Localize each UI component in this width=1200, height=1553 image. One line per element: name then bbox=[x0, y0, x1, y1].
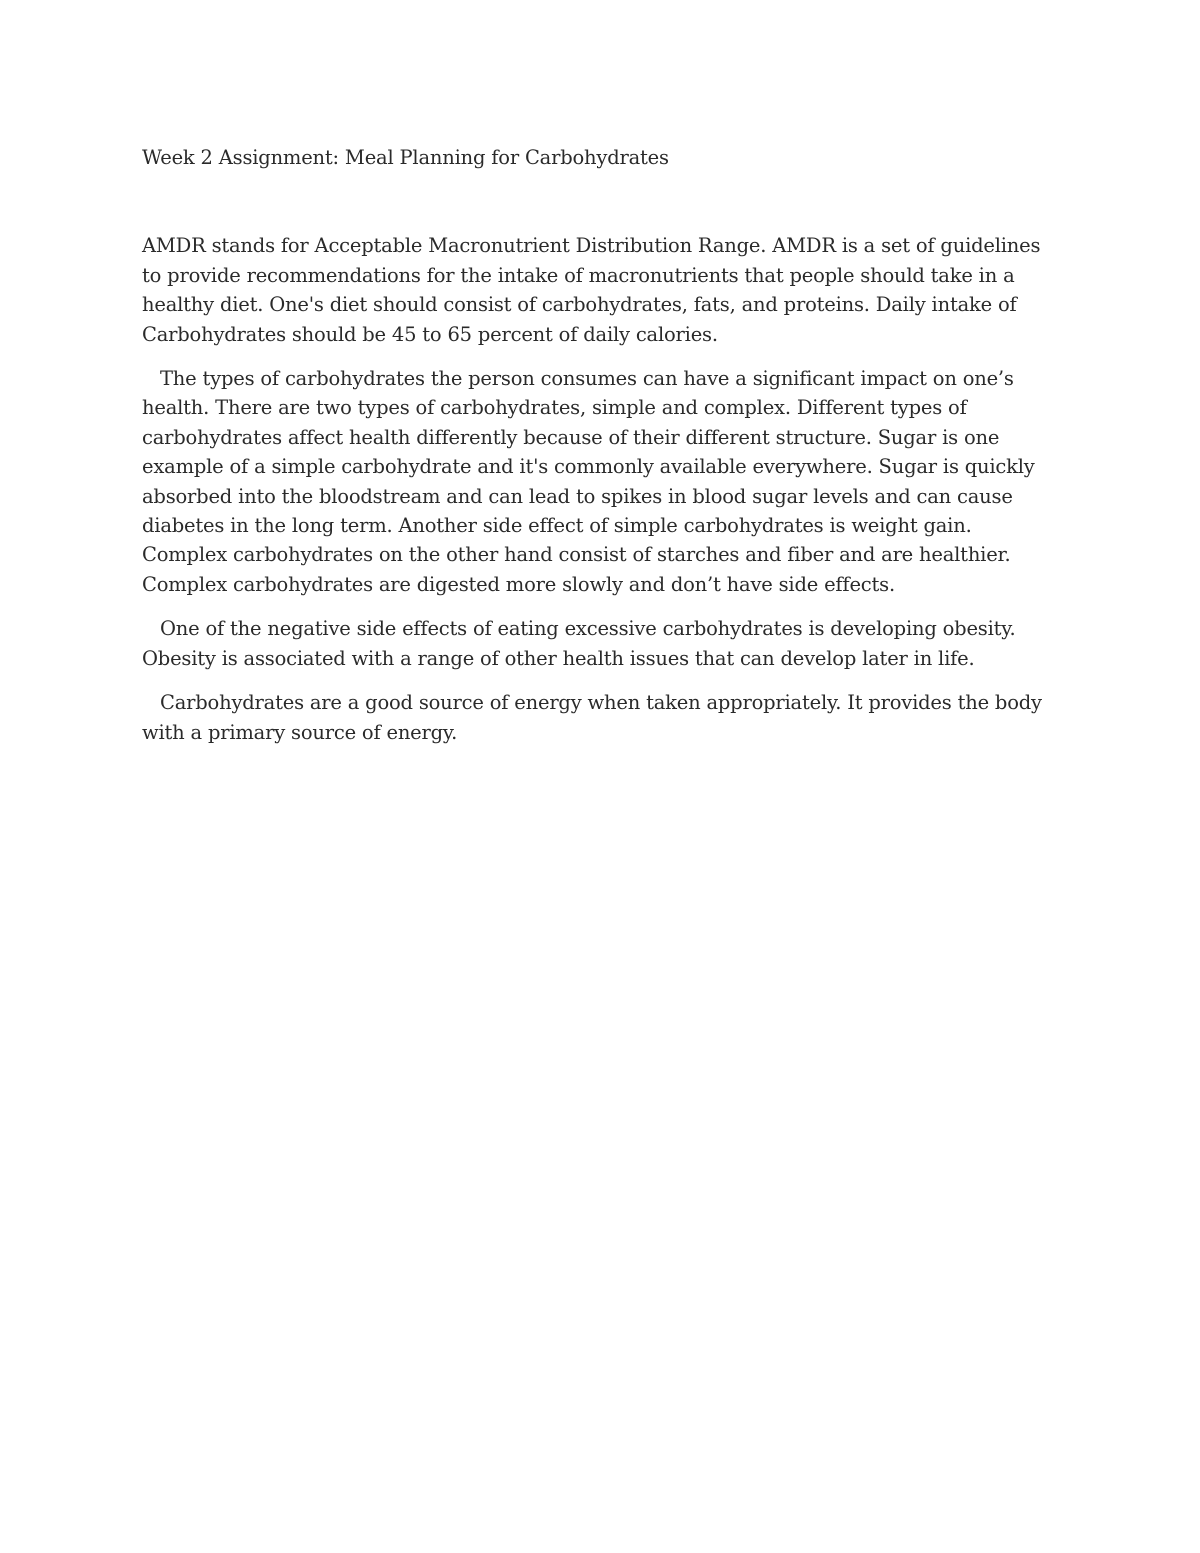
paragraph-carbohydrate-types: The types of carbohydrates the person consumes can have a significant impact on one’s health. There are two types of carbohydrates, simple and complex. Different types of carbohydrates affect health differently because of their different structure. Sugar is one example of a simple carbohydrate and it's commonly available everywhere. Sugar is quickly absorbed into the bloodstream and can lead to spikes in blood sugar levels and can cause diabetes in the long term. Another side effect of simple carbohydrates is weight gain. Complex carbohydrates on the other hand consist of starches and fiber and are healthier. Complex carbohydrates are digested more slowly and don’t have side effects. bbox=[142, 367, 1035, 596]
paragraph-obesity: One of the negative side effects of eating excessive carbohydrates is developing obesity. Obesity is associated with a range of other health issues that can develop later in life. bbox=[142, 617, 1016, 670]
document-body bbox=[142, 143, 1062, 762]
paragraph-energy-source: Carbohydrates are a good source of energy when taken appropriately. It provides the body with a primary source of energy. bbox=[142, 691, 1042, 744]
document-title: Week 2 Assignment: Meal Planning for Carbohydrates bbox=[142, 146, 669, 169]
paragraph-amdr: AMDR stands for Acceptable Macronutrient Distribution Range. AMDR is a set of guidelines to provide recommendations for the intake of macronutrients that people should take in a healthy diet. One's diet should consist of carbohydrates, fats, and proteins. Daily intake of Carbohydrates should be 45 to 65 percent of daily calories. bbox=[142, 234, 1041, 346]
